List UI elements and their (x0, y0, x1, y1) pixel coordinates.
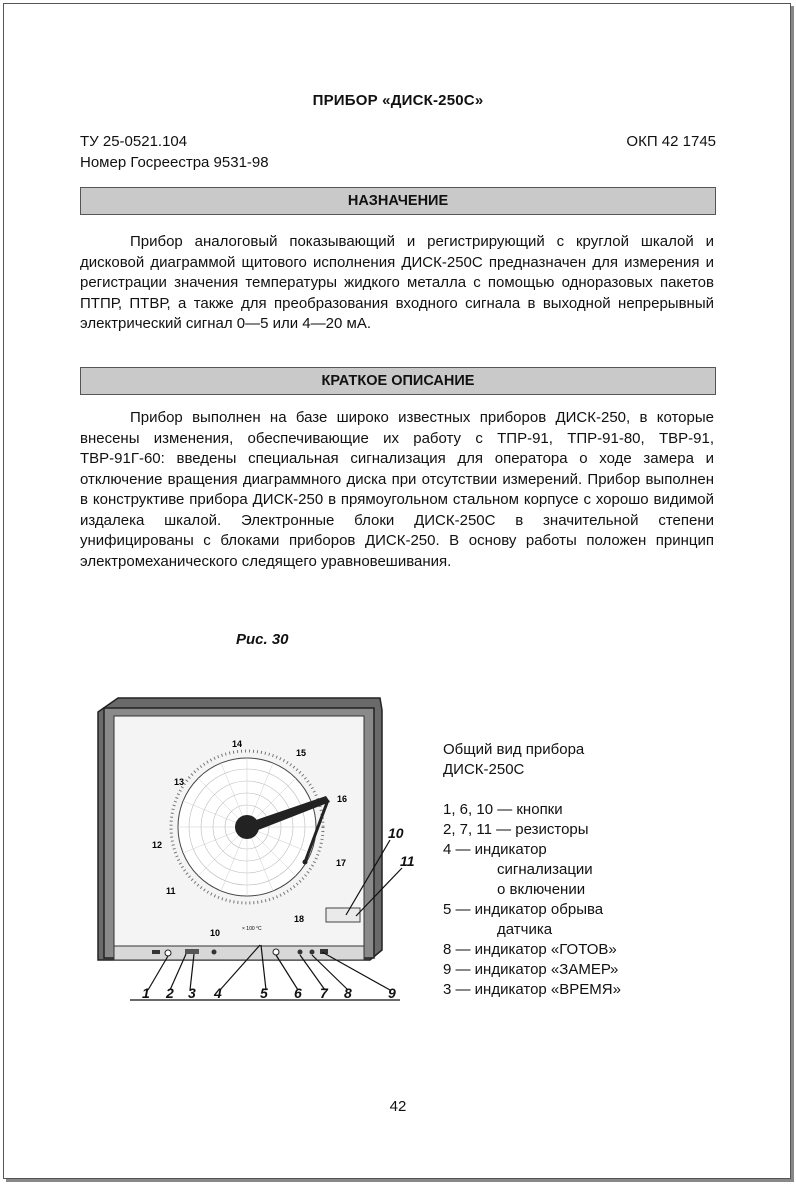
scale-label: 15 (296, 748, 307, 758)
legend-item: 2, 7, 11 — резисторы (443, 821, 589, 838)
callout-label: 2 (166, 985, 174, 1001)
section-text-purpose (80, 232, 714, 335)
legend-title: ДИСК-250С (443, 761, 525, 778)
indicator-window (326, 908, 360, 922)
callout-label: 10 (388, 825, 404, 841)
callout-label: 11 (400, 853, 415, 869)
scale-label: 17 (336, 858, 347, 868)
paragraph: Прибор выполнен на базе широко известных приборов ДИСК-250, в которые внесены изменения, обеспечивающие их работу с ТПР-91, ТПР-91-80, ТВР-91, ТВР-91Г-60: введены специальная сигнализация для оператора о ходе замера и отключение вращения диаграммного диска при отсутствии измерений. Прибор выполнен в конструктиве прибора ДИСК-250 в прямоугольном стальном корпусе с хорошо видимой издалека шкалой. Электронные блоки ДИСК-250С в значительной степени унифицированы с блоками приборов ДИСК-250. В основу работы положен принцип электромеханического следящего уравновешивания. (80, 409, 714, 570)
legend-item: 5 — индикатор обрыва (443, 901, 604, 918)
legend-item: 4 — индикатор (443, 841, 547, 858)
callout-label: 1 (142, 985, 150, 1001)
section-heading-description: КРАТКОЕ ОПИСАНИЕ (80, 367, 716, 395)
unit-label: × 100 °С (242, 926, 262, 932)
legend-item: сигнализации (497, 861, 593, 878)
legend-item: 9 — индикатор «ЗАМЕР» (443, 961, 619, 978)
figure-caption: Рис. 30 (236, 631, 289, 648)
legend-item: 3 — индикатор «ВРЕМЯ» (443, 981, 621, 998)
callout-label: 3 (188, 985, 196, 1001)
callout-label: 6 (294, 985, 302, 1001)
registry-number: Номер Госреестра 9531-98 (80, 154, 269, 171)
scale-label: 12 (152, 840, 163, 850)
document-meta-left (80, 131, 269, 173)
scale-label: 11 (166, 886, 176, 896)
figure-legend (443, 740, 621, 1000)
callout-label: 7 (320, 985, 328, 1001)
okp-code: ОКП 42 1745 (626, 133, 716, 150)
legend-item: 1, 6, 10 — кнопки (443, 801, 563, 818)
instrument-illustration (90, 690, 430, 1020)
page-number: 42 (389, 1098, 407, 1115)
legend-item: 8 — индикатор «ГОТОВ» (443, 941, 617, 958)
paragraph: Прибор аналоговый показывающий и регистрирующий с круглой шкалой и дисковой диаграммой щитового исполнения ДИСК-250С предназначен для измерения и регистрации значения температуры жидкого металла с помощью одноразовых пакетов ПТПР, ПТВР, а также для преобразования входного сигнала в выходной непрерывный электрический сигнал 0—5 или 4—20 мА. (80, 233, 714, 332)
page-title: ПРИБОР «ДИСК-250С» (312, 92, 484, 109)
scale-label: 10 (210, 928, 221, 938)
scale-label: 14 (232, 739, 243, 749)
legend-item: датчика (497, 921, 553, 938)
callout-label: 8 (344, 985, 352, 1001)
scale-label: 18 (294, 914, 305, 924)
tu-code: ТУ 25-0521.104 (80, 133, 188, 150)
scale-label: 16 (337, 794, 348, 804)
legend-item: о включении (497, 881, 586, 898)
callout-label: 5 (260, 985, 268, 1001)
scale-label: 13 (174, 777, 185, 787)
legend-title: Общий вид прибора (443, 741, 585, 758)
section-text-description (80, 408, 714, 572)
callout-label: 9 (388, 985, 396, 1001)
section-heading-purpose: НАЗНАЧЕНИЕ (80, 187, 716, 215)
callout-label: 4 (214, 985, 222, 1001)
